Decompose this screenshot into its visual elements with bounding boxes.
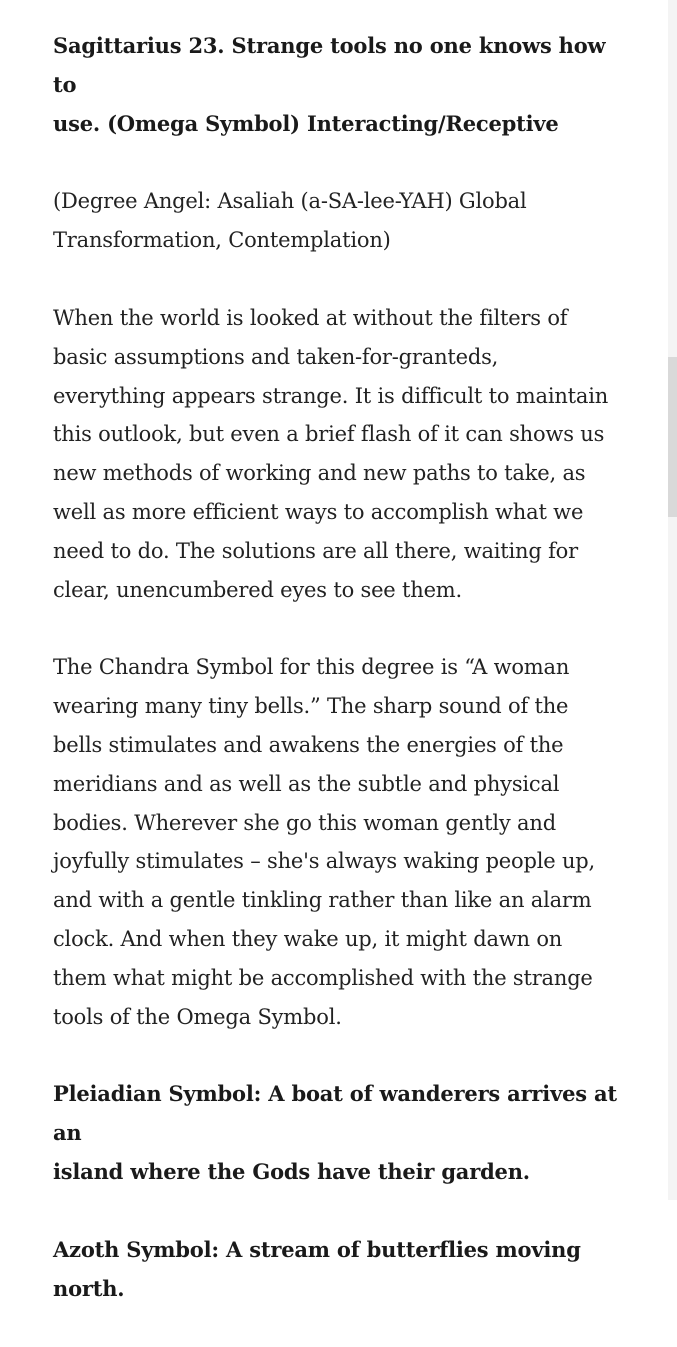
scrollbar-thumb[interactable] — [668, 357, 677, 517]
pleiadian-symbol-paragraph: Pleiadian Symbol: A boat of wanderers arrives at an island where the Gods have their garden. — [53, 1081, 617, 1184]
azoth-symbol-paragraph: Azoth Symbol: A stream of butterflies moving north. — [53, 1236, 581, 1301]
chandra-symbol-paragraph: The Chandra Symbol for this degree is “A woman wearing many tiny bells.” The sharp sound of the bells stimulates and awakens the energies of the meridians and as well as the subtle and physical bodies. Wherever she go this woman gently and joyfully stimulates – she's always waking people up, and with a gentle tinkling rather than like an alarm clock. And when they wake up, it might dawn on them what might be accomplished with the strange tools of the Omega Symbol. — [53, 655, 595, 1029]
article-title: Sagittarius 23. Strange tools no one knows how to use. (Omega Symbol) Interacting/Receptive — [53, 33, 606, 136]
description-paragraph: When the world is looked at without the filters of basic assumptions and taken-for-granteds, everything appears strange. It is difficult to maintain this outlook, but even a brief flash of it can shows us new methods of working and new paths to take, as well as more efficient ways to accomplish what we need to do. The solutions are all there, waiting for clear, unencumbered eyes to see them. — [53, 305, 609, 602]
scrollbar-track[interactable] — [668, 0, 677, 1200]
degree-angel-paragraph: (Degree Angel: Asaliah (a-SA-lee-YAH) Global Transformation, Contemplation) — [53, 189, 527, 253]
article-body — [53, 27, 633, 1347]
